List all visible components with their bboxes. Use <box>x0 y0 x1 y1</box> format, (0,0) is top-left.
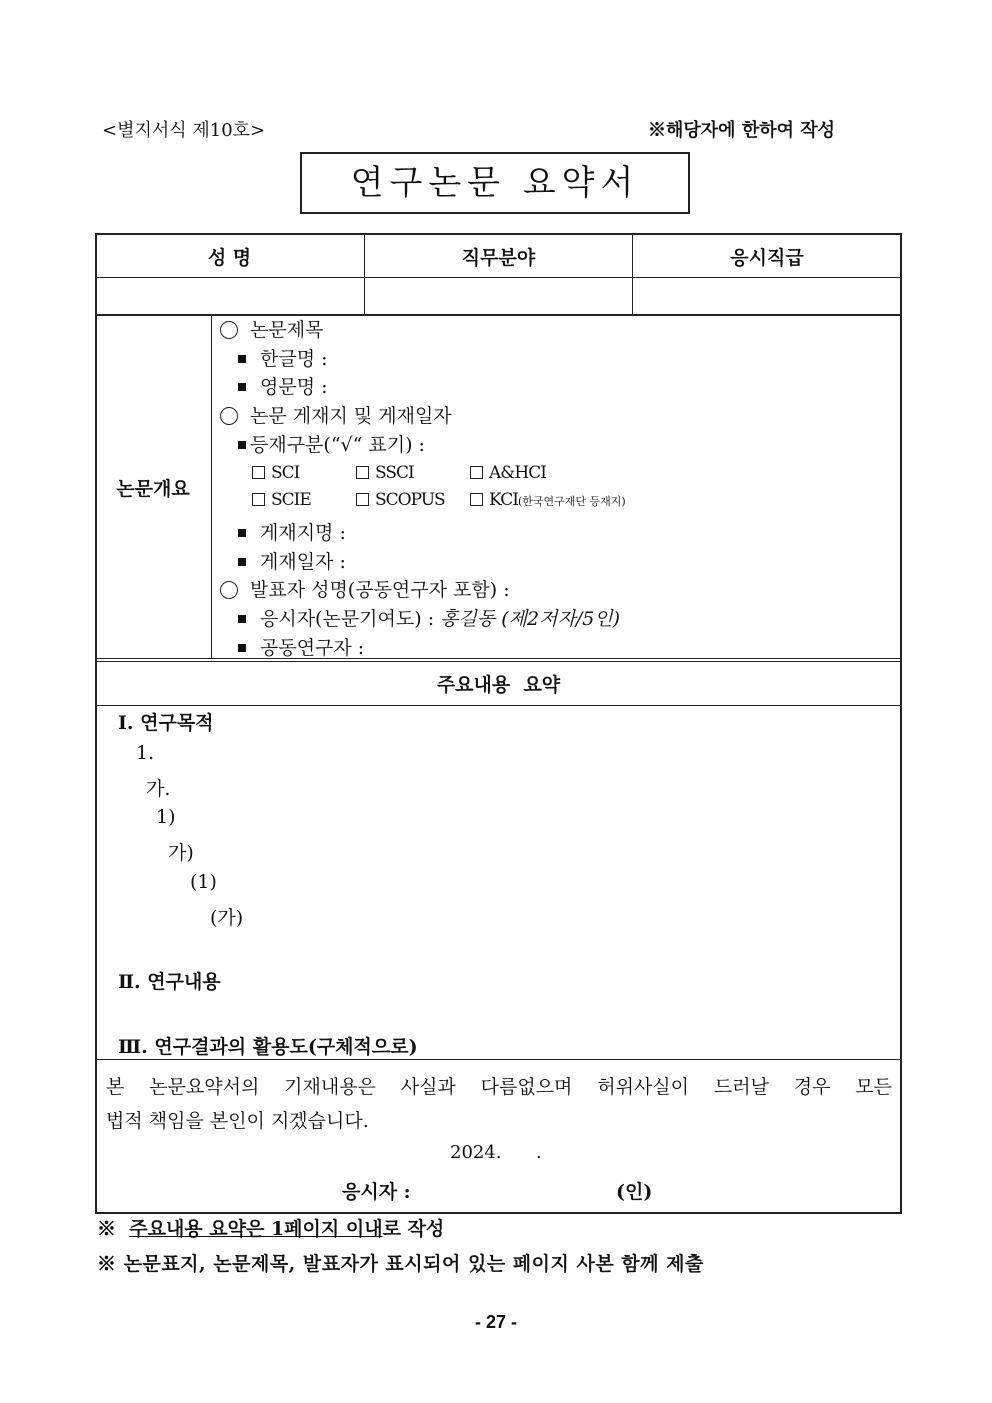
checkbox-icon <box>356 493 369 506</box>
section-purpose: Ⅰ. 연구목적 <box>118 712 214 734</box>
circle-icon <box>220 581 238 599</box>
kci-note: (한국연구재단 등재지) <box>517 495 626 508</box>
applicant-sign-label: 응시자 : <box>342 1181 411 1203</box>
section-content: Ⅱ. 연구내용 <box>118 971 221 993</box>
english-title-item[interactable]: 영문명 : <box>238 372 328 399</box>
circle-icon <box>220 407 238 425</box>
page-title: 연구논문 요약서 <box>350 163 640 203</box>
checkbox-icon <box>252 493 265 506</box>
outline-level-6: (가) <box>210 907 244 929</box>
grade-input-cell[interactable] <box>634 279 900 313</box>
square-bullet-icon <box>238 529 246 537</box>
checkbox-scopus[interactable]: SCOPUS <box>356 490 445 510</box>
applicant-example: 홍길동 (제2저자/5인) <box>440 608 621 630</box>
header-name: 성 명 <box>207 247 252 269</box>
square-bullet-icon <box>238 644 246 652</box>
square-bullet-icon <box>238 383 246 391</box>
checkbox-icon <box>252 466 265 479</box>
journal-date-item: 논문 게재지 및 게재일자 <box>220 401 452 428</box>
square-bullet-icon <box>238 355 246 363</box>
outline-level-5: (1) <box>190 871 217 893</box>
section-utilization: Ⅲ. 연구결과의 활용도(구체적으로) <box>118 1036 418 1058</box>
name-input-cell[interactable] <box>97 279 363 313</box>
pub-date-item[interactable]: 게재일자 : <box>238 547 346 574</box>
checkbox-icon <box>470 493 483 506</box>
applicability-note: ※해당자에 한하여 작성 <box>648 120 836 141</box>
checkbox-kci[interactable]: KCI(한국연구재단 등재지) <box>470 490 626 510</box>
presenters-item: 발표자 성명(공동연구자 포함) : <box>220 575 510 602</box>
overview-label: 논문개요 <box>116 478 190 500</box>
seal-mark: (인) <box>616 1181 653 1203</box>
summary-header: 주요내용 요약 <box>436 674 561 696</box>
checkbox-icon <box>356 466 369 479</box>
field-input-cell[interactable] <box>366 279 631 313</box>
outline-level-1: 1. <box>136 742 155 764</box>
paper-title-item: 논문제목 <box>220 315 323 342</box>
header-field: 직무분야 <box>461 247 536 269</box>
declaration-line-1: 본 논문요약서의 기재내용은 사실과 다름없으며 허위사실이 드러날 경우 모든 <box>106 1076 892 1098</box>
square-bullet-icon <box>238 441 246 449</box>
korean-title-item[interactable]: 한글명 : <box>238 344 328 371</box>
category-item: 등재구분(“√“ 표기) : <box>238 430 425 457</box>
applicant-item[interactable]: 응시자(논문기여도) : 홍길동 (제2저자/5인) <box>238 604 620 631</box>
checkbox-scie[interactable]: SCIE <box>252 490 311 510</box>
square-bullet-icon <box>238 558 246 566</box>
journal-name-item[interactable]: 게재지명 : <box>238 518 346 545</box>
circle-icon <box>220 321 238 339</box>
note-attachment: ※ 논문표지, 논문제목, 발표자가 표시되어 있는 페이지 사본 함께 제출 <box>97 1253 704 1275</box>
declaration-line-2: 법적 책임을 본인이 지겠습니다. <box>106 1110 369 1132</box>
row-divider <box>95 658 902 659</box>
row-divider <box>95 314 902 316</box>
title-box <box>300 152 690 214</box>
form-table <box>95 233 902 1214</box>
checkbox-ssci[interactable]: SSCI <box>356 463 414 483</box>
sign-date[interactable]: 2024. . <box>450 1142 542 1163</box>
form-number: <별지서식 제10호> <box>102 120 266 141</box>
row-divider <box>95 661 902 662</box>
outline-level-2: 가. <box>146 778 171 800</box>
outline-level-4: 가) <box>168 842 194 864</box>
outline-level-3: 1) <box>156 806 176 828</box>
note-underlined: 주요내용 요약은 1페이지 이내 <box>129 1218 383 1240</box>
row-divider <box>95 277 902 278</box>
square-bullet-icon <box>238 615 246 623</box>
coauthors-item[interactable]: 공동연구자 : <box>238 633 364 660</box>
checkbox-ahci[interactable]: A&HCI <box>470 463 546 483</box>
applicant-sign-field[interactable] <box>430 1175 610 1203</box>
header-grade: 응시직급 <box>730 247 804 269</box>
col-divider <box>211 315 212 659</box>
page-number: - 27 - <box>474 1312 517 1332</box>
checkbox-icon <box>470 466 483 479</box>
note-page-limit: ※ 주요내용 요약은 1페이지 이내로 작성 <box>97 1218 445 1240</box>
row-divider <box>95 1059 902 1060</box>
checkbox-sci[interactable]: SCI <box>252 463 299 483</box>
row-divider <box>95 705 902 706</box>
